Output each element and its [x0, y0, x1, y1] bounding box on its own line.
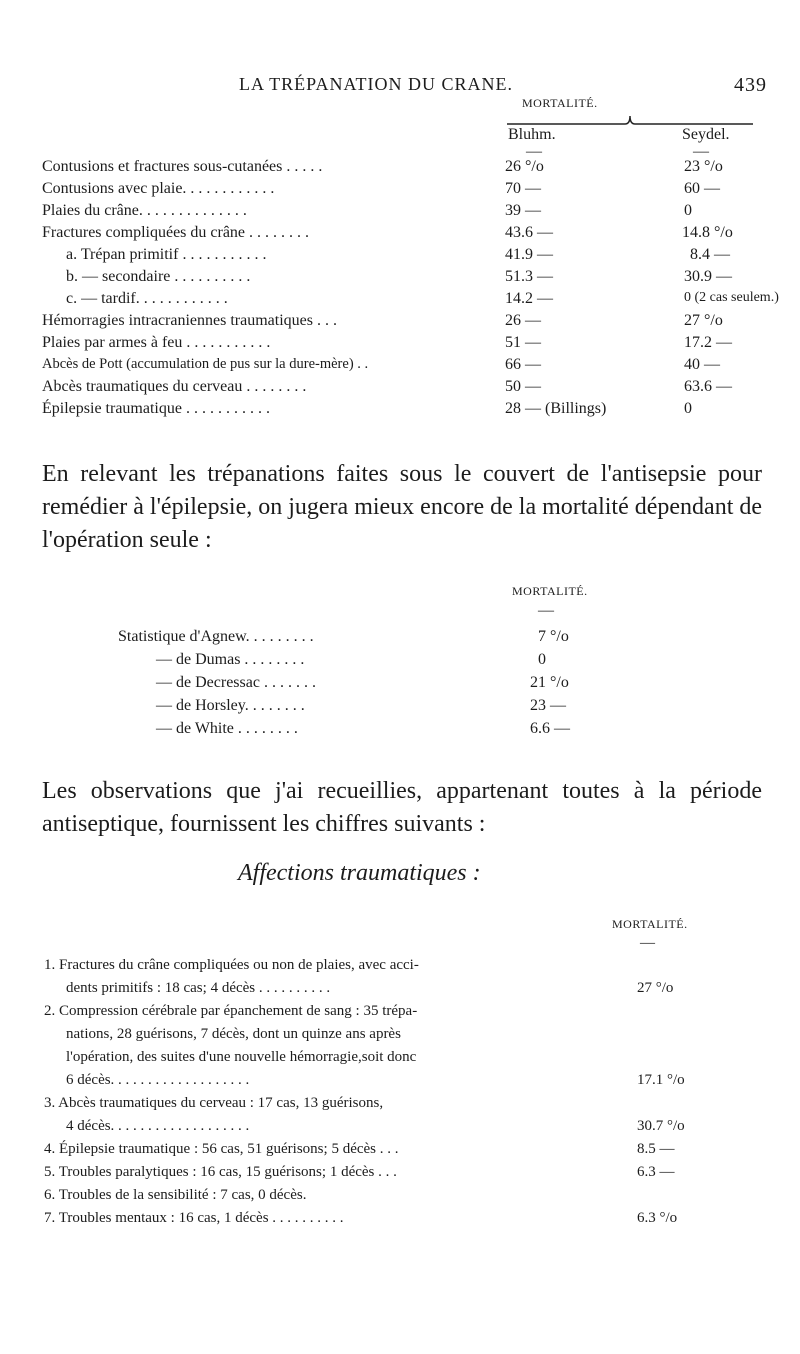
table1-row-bluhm: 70 — — [505, 180, 541, 197]
table1-row-bluhm: 26 °/o — [505, 158, 544, 175]
table1-row-bluhm: 39 — — [505, 202, 541, 219]
table1-row-bluhm: 41.9 — — [505, 246, 553, 263]
running-title: LA TRÉPANATION DU CRANE. — [239, 74, 514, 94]
table2-row-value: 23 — — [530, 697, 566, 714]
table1-row-bluhm: 51 — — [505, 334, 541, 351]
table3-line: nations, 28 guérisons, 7 décès, dont un quinze ans après — [66, 1026, 401, 1042]
table1-row-label: b. — secondaire . . . . . . . . . . — [66, 268, 251, 285]
table1-row-bluhm: 51.3 — — [505, 268, 553, 285]
table3-value: 8.5 — — [637, 1141, 675, 1157]
table3-value: 6.3 — — [637, 1164, 675, 1180]
table3-value: 6.3 °/o — [637, 1210, 678, 1226]
table1-row-seydel: 0 — [684, 202, 692, 219]
table1-row-label: Plaies par armes à feu . . . . . . . . . . . — [42, 334, 271, 351]
table1-row-label: Hémorragies intracraniennes traumatiques . . . — [42, 312, 337, 329]
table1-row-seydel: 27 °/o — [684, 312, 723, 329]
table1-row-seydel: 23 °/o — [684, 158, 723, 175]
table2-row-value: 21 °/o — [530, 674, 569, 691]
table3-line: 7. Troubles mentaux : 16 cas, 1 décès . . . . . . . . . . — [44, 1210, 344, 1226]
table3-line: 1. Fractures du crâne compliquées ou non de plaies, avec acci- — [44, 957, 419, 973]
table1-row-seydel: 63.6 — — [684, 378, 732, 395]
table3-line: 5. Troubles paralytiques : 16 cas, 15 guérisons; 1 décès . . . — [44, 1164, 397, 1180]
table1-row-seydel: 8.4 — — [690, 246, 730, 263]
table3-line: 6. Troubles de la sensibilité : 7 cas, 0 décès. — [44, 1187, 307, 1203]
table1-brace — [505, 112, 755, 126]
table3-line: l'opération, des suites d'une nouvelle hémorragie,soit donc — [66, 1049, 417, 1065]
paragraph-antisepsie: En relevant les trépanations faites sous le couvert de l'antisepsie pour remédier à l'épilepsie, on jugera mieux encore de la mortalité dépendant de l'opération seule : — [42, 461, 763, 553]
table3-line: 4 décès. . . . . . . . . . . . . . . . . . . — [66, 1118, 250, 1134]
col-bluhm-dash: — — [526, 143, 542, 160]
table1-row-label: Abcès de Pott (accumulation de pus sur la dure-mère) . . — [42, 356, 369, 372]
table1-row-bluhm: 14.2 — — [505, 290, 553, 307]
table3-line: 6 décès. . . . . . . . . . . . . . . . . . . — [66, 1072, 250, 1088]
table1-row-bluhm: 28 — (Billings) — [505, 400, 607, 417]
table2-dash: — — [538, 602, 554, 619]
table2-row-label: Statistique d'Agnew. . . . . . . . . — [118, 628, 314, 645]
table3-value: 30.7 °/o — [637, 1118, 685, 1134]
section-title: Affections traumatiques : — [238, 860, 481, 886]
paragraph-observations: Les observations que j'ai recueillies, appartenant toutes à la période antiseptique, fournissent les chiffres suivants : — [42, 778, 762, 837]
page-number: 439 — [734, 74, 767, 96]
table1-row-label: Épilepsie traumatique . . . . . . . . . . . — [42, 400, 270, 417]
table2-row-value: 6.6 — — [530, 720, 570, 737]
table3-mortality-label: MORTALITÉ. — [612, 917, 688, 931]
table3-line: 2. Compression cérébrale par épanchement de sang : 35 trépa- — [44, 1003, 418, 1019]
table2-row-value: 7 °/o — [538, 628, 569, 645]
table1-row-seydel: 60 — — [684, 180, 720, 197]
table1-row-seydel: 30.9 — — [684, 268, 732, 285]
table2-row-label: — de Horsley. . . . . . . . — [156, 697, 305, 714]
table3-value: 27 °/o — [637, 980, 674, 996]
col-seydel: Seydel. — [682, 126, 730, 143]
table2-row-label: — de Dumas . . . . . . . . — [156, 651, 305, 668]
table1-row-label: Fractures compliquées du crâne . . . . . . . . — [42, 224, 310, 241]
table1-row-seydel: 0 (2 cas seulem.) — [684, 290, 779, 305]
table2-row-label: — de White . . . . . . . . — [156, 720, 298, 737]
table1-row-bluhm: 26 — — [505, 312, 541, 329]
table1-row-label: Abcès traumatiques du cerveau . . . . . . . . — [42, 378, 307, 395]
table3-line: 3. Abcès traumatiques du cerveau : 17 cas, 13 guérisons, — [44, 1095, 384, 1111]
table3-line: dents primitifs : 18 cas; 4 décès . . . . . . . . . . — [66, 980, 331, 996]
table3-line: 4. Épilepsie traumatique : 56 cas, 51 guérisons; 5 décès . . . — [44, 1141, 399, 1157]
table1-mortality-label: MORTALITÉ. — [522, 96, 598, 110]
table2-mortality-label: MORTALITÉ. — [512, 584, 588, 598]
table1-row-bluhm: 43.6 — — [505, 224, 553, 241]
col-bluhm: Bluhm. — [508, 126, 556, 143]
table1-row-label: Contusions avec plaie. . . . . . . . . . . . — [42, 180, 275, 197]
table3-dash: — — [640, 935, 655, 951]
table1-row-label: Plaies du crâne. . . . . . . . . . . . . . — [42, 202, 247, 219]
table2-row-label: — de Decressac . . . . . . . — [156, 674, 316, 691]
table1-row-label: Contusions et fractures sous-cutanées . . . . . — [42, 158, 323, 175]
table1-row-seydel: 0 — [684, 400, 692, 417]
table1-row-seydel: 40 — — [684, 356, 720, 373]
table1-row-bluhm: 66 — — [505, 356, 541, 373]
table3-value: 17.1 °/o — [637, 1072, 685, 1088]
table1-row-label: c. — tardif. . . . . . . . . . . . — [66, 290, 228, 307]
table1-row-label: a. Trépan primitif . . . . . . . . . . . — [66, 246, 267, 263]
table1-row-seydel: 17.2 — — [684, 334, 732, 351]
table2-row-value: 0 — [538, 651, 546, 668]
col-seydel-dash: — — [693, 143, 709, 160]
table1-row-seydel: 14.8 °/o — [682, 224, 733, 241]
table1-row-bluhm: 50 — — [505, 378, 541, 395]
